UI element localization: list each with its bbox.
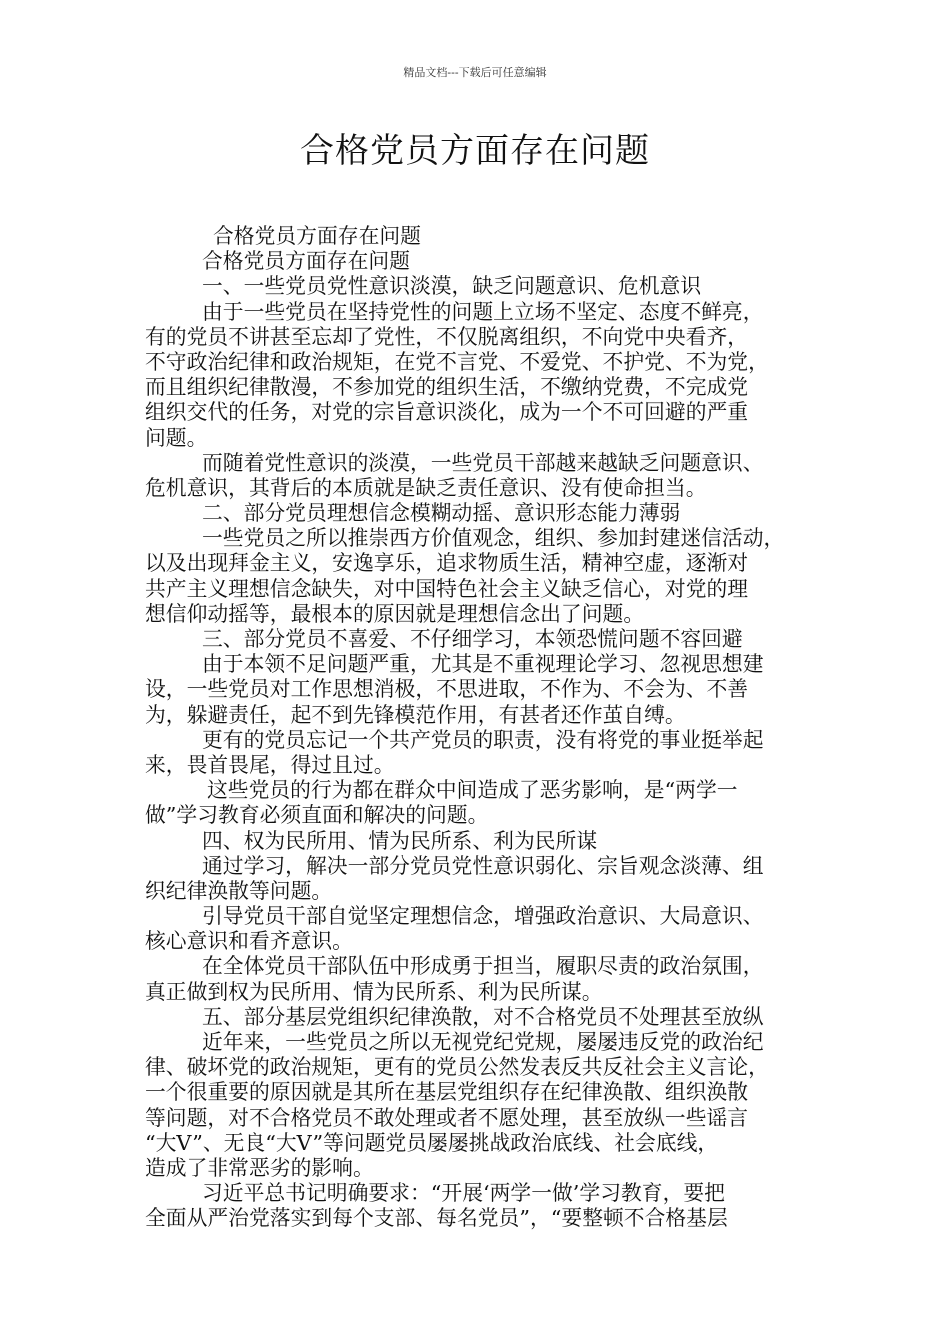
paragraph-line: 造成了非常恶劣的影响。 <box>145 1155 374 1180</box>
paragraph-line: 有的党员不讲甚至忘却了党性，不仅脱离组织，不向党中央看齐， <box>145 324 749 349</box>
paragraph-line: 更有的党员忘记一个共产党员的职责，没有将党的事业挺举起 <box>202 727 764 752</box>
paragraph-line: 在全体党员干部队伍中形成勇于担当，履职尽责的政治氛围， <box>202 954 764 979</box>
paragraph-line: 由于本领不足问题严重，尤其是不重视理论学习、忽视思想建 <box>202 652 764 677</box>
paragraph-line: 全面从严治党落实到每个支部、每名党员”，“要整顿不合格基层 <box>145 1206 728 1231</box>
paragraph-line: 想信仰动摇等，最根本的原因就是理想信念出了问题。 <box>145 601 645 626</box>
paragraph-line: 危机意识，其背后的本质就是缺乏责任意识、没有使命担当。 <box>145 475 707 500</box>
paragraph-line: 一些党员之所以推崇西方价值观念，组织、参加封建迷信活动， <box>202 526 785 551</box>
paragraph-line: 合格党员方面存在问题 <box>202 249 410 274</box>
paragraph-line: 合格党员方面存在问题 <box>213 224 421 248</box>
document-title: 合格党员方面存在问题 <box>300 131 650 171</box>
paragraph-line: 近年来，一些党员之所以无视党纪党规，屡屡违反党的政治纪 <box>202 1030 764 1054</box>
paragraph-line: 而且组织纪律散漫，不参加党的组织生活，不缴纳党费，不完成党 <box>145 375 749 400</box>
paragraph-line: 而随着党性意识的淡漠，一些党员干部越来越缺乏问题意识、 <box>202 450 764 475</box>
paragraph-line: 来，畏首畏尾，得过且过。 <box>145 752 395 777</box>
paragraph-line: 不守政治纪律和政治规矩，在党不言党、不爱党、不护党、不为党， <box>145 349 769 374</box>
paragraph-line: 通过学习，解决一部分党员党性意识弱化、宗旨观念淡薄、组 <box>202 853 764 878</box>
paragraph-line: 由于一些党员在坚持党性的问题上立场不坚定、态度不鲜亮， <box>202 299 764 324</box>
section-heading: 一、一些党员党性意识淡漠，缺乏问题意识、危机意识 <box>202 274 702 299</box>
paragraph-line: 设，一些党员对工作思想消极，不思进取，不作为、不会为、不善 <box>145 677 749 702</box>
paragraph-line: “大V”、无良“大V”等问题党员屡屡挑战政治底线、社会底线， <box>145 1130 719 1155</box>
paragraph-line: 共产主义理想信念缺失，对中国特色社会主义缺乏信心，对党的理 <box>145 576 749 601</box>
paragraph-line: 问题。 <box>145 425 208 450</box>
page-header: 精品文档---下载后可任意编辑 <box>403 66 547 79</box>
paragraph-line: 这些党员的行为都在群众中间造成了恶劣影响，是“两学一 <box>207 778 738 803</box>
section-heading: 四、权为民所用、情为民所系、利为民所谋 <box>202 828 598 853</box>
paragraph-line: 一个很重要的原因就是其所在基层党组织存在纪律涣散、组织涣散 <box>145 1080 749 1105</box>
section-heading: 三、部分党员不喜爱、不仔细学习，本领恐慌问题不容回避 <box>202 627 743 651</box>
section-heading: 五、部分基层党组织纪律涣散，对不合格党员不处理甚至放纵 <box>202 1004 764 1029</box>
paragraph-line: 引导党员干部自觉坚定理想信念，增强政治意识、大局意识、 <box>202 904 764 929</box>
paragraph-line: 习近平总书记明确要求：“开展‘两学一做’学习教育，要把 <box>202 1181 725 1206</box>
paragraph-line: 组织交代的任务，对党的宗旨意识淡化，成为一个不可回避的严重 <box>145 400 749 425</box>
section-heading: 二、部分党员理想信念模糊动摇、意识形态能力薄弱 <box>202 501 681 526</box>
paragraph-line: 律、破坏党的政治规矩，更有的党员公然发表反共反社会主义言论， <box>145 1055 769 1080</box>
paragraph-line: 为，躲避责任，起不到先锋模范作用，有甚者还作茧自缚。 <box>145 702 686 727</box>
paragraph-line: 织纪律涣散等问题。 <box>145 878 333 903</box>
document-body <box>145 224 813 1232</box>
paragraph-line: 等问题，对不合格党员不敢处理或者不愿处理，甚至放纵一些谣言 <box>145 1105 749 1130</box>
paragraph-line: 核心意识和看齐意识。 <box>145 929 353 954</box>
paragraph-line: 真正做到权为民所用、情为民所系、利为民所谋。 <box>145 979 603 1004</box>
paragraph-line: 以及出现拜金主义，安逸享乐，追求物质生活，精神空虚，逐渐对 <box>145 551 749 576</box>
paragraph-line: 做”学习教育必须直面和解决的问题。 <box>145 803 489 828</box>
